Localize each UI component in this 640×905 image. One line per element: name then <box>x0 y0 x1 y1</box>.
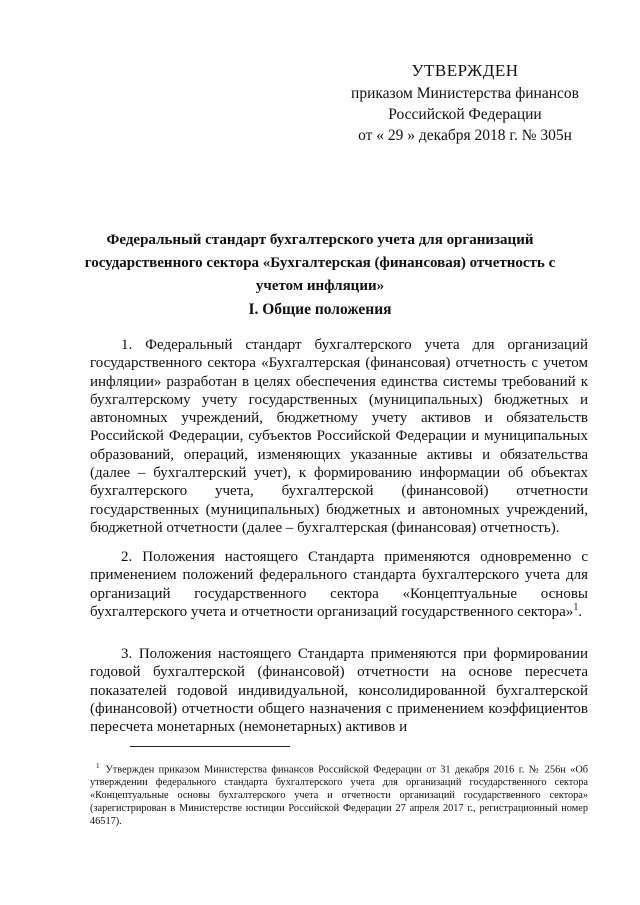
footnote <box>90 760 588 828</box>
paragraph-2 <box>90 548 588 621</box>
approval-line-date: от « 29 » декабря 2018 г. № 305н <box>358 127 572 144</box>
section-heading: I. Общие положения <box>248 301 392 318</box>
paragraph-3-text: 3. Положения настоящего Стандарта применяются при формировании годовой бухгалтерской (финансовой) отчетности на основе пересчета показателей годовой индивидуальной, консолидированной бухгалтерской (финансовой) отчетности общего назначения с применением коэффициентов пересчета монетарных (немонетарных) активов и <box>90 646 588 736</box>
paragraph-2-end: . <box>578 603 583 620</box>
document-title: Федеральный стандарт бухгалтерского учета для организаций государственного сектора «Бухгалтерская (финансовая) отчетность с учетом инфляции» <box>84 232 556 294</box>
footnote-divider <box>130 746 290 747</box>
paragraph-1 <box>90 336 588 537</box>
paragraph-2-body: 2. Положения настоящего Стандарта применяются одновременно с применением положений федерального стандарта бухгалтерского учета для организаций государственного сектора «Концептуальные основы бухгалтерского учета и отчетности организаций государственного сектора» <box>90 549 588 620</box>
approval-line-ministry: приказом Министерства финансов <box>351 85 579 102</box>
approval-title: УТВЕРЖДЕН <box>411 61 519 80</box>
approval-line-country: Российской Федерации <box>388 106 542 123</box>
footnote-text: Утвержден приказом Министерства финансов Российской Федерации от 31 декабря 2016 г. № 256н «Об утверждении федерального стандарта бухгалтерского учета для организаций государственного сектора «Концептуальные основы бухгалтерского учета и отчетности организаций государственного сектора» (зарегистрирован в Министерстве юстиции Российской Федерации 27 апреля 2017 г., регистрационный номер 46517). <box>90 764 588 828</box>
approval-block <box>330 60 600 146</box>
footnote-reference[interactable]: 1 <box>573 601 579 613</box>
paragraph-2-text <box>90 548 588 621</box>
footnote-mark: 1 <box>96 762 100 770</box>
paragraph-1-text: 1. Федеральный стандарт бухгалтерского учета для организаций государственного сектора «Бухгалтерская (финансовая) отчетность с учетом инфляции» разработан в целях обеспечения единства системы требований к бухгалтерскому учету государственных (муниципальных) бюджетных и автономных учреждений, бюджетному учету активов и обязательств Российской Федерации, субъектов Российской Федерации и муниципальных образований, операций, изменяющих указанные активы и обязательства (далее – бухгалтерский учет), к формированию информации об объектах бухгалтерского учета, бухгалтерской (финансовой) отчетности государственных (муниципальных) бюджетных и автономных учреждений, бюджетной отчетности (далее – бухгалтерская (финансовая) отчетность). <box>90 337 588 536</box>
paragraph-3 <box>90 645 588 736</box>
